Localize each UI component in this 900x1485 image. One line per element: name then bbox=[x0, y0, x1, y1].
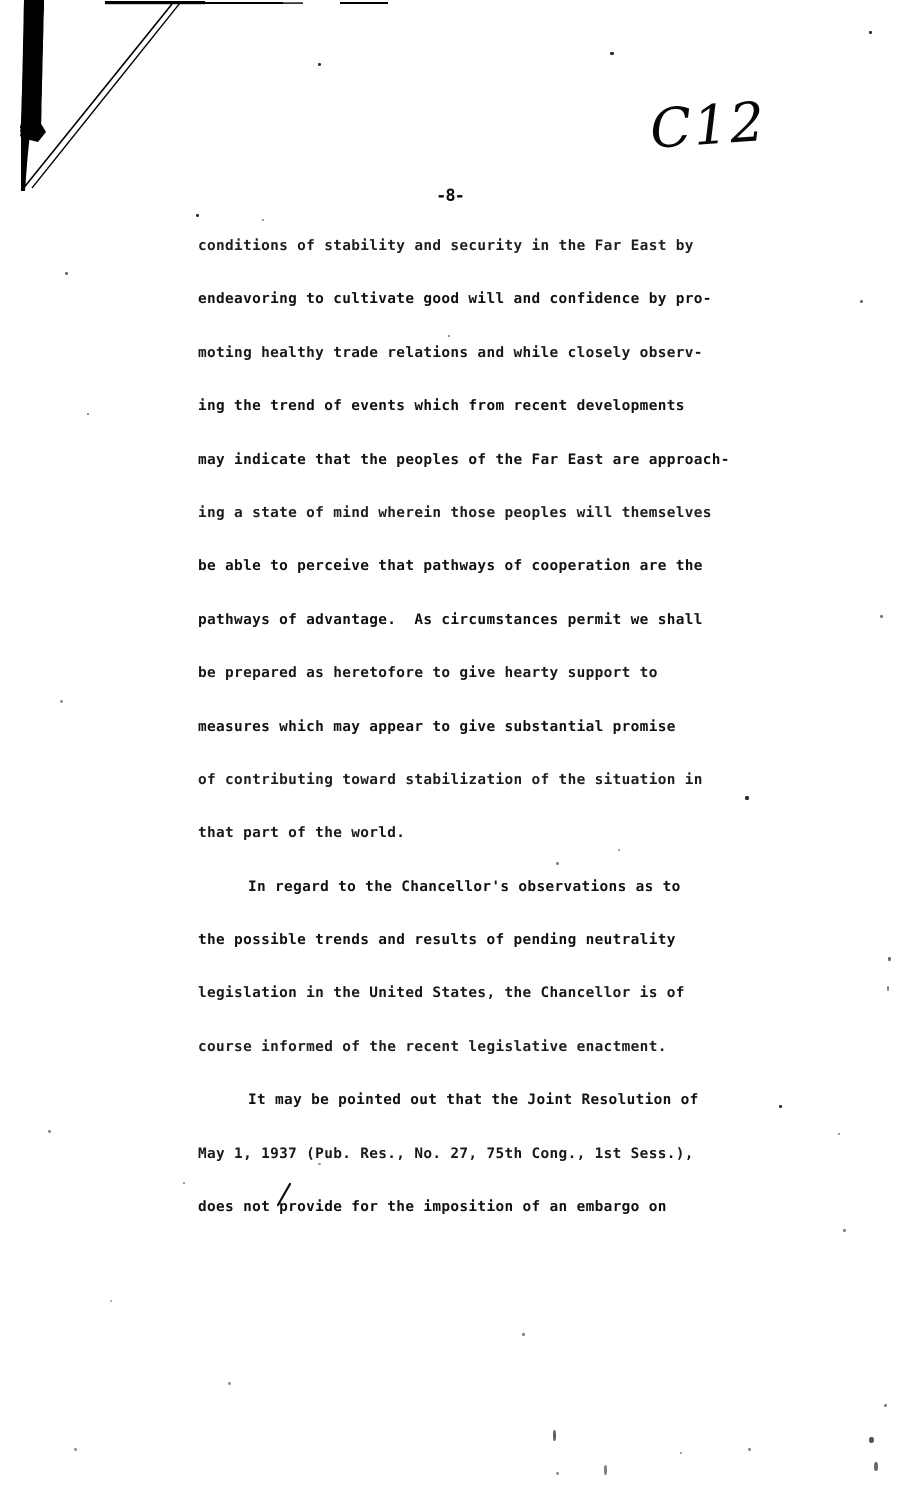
folded-corner-icon bbox=[0, 0, 340, 210]
scan-speck bbox=[869, 1437, 874, 1443]
text-line: pathways of advantage. As circumstances permit we shall bbox=[198, 611, 703, 628]
text-line: endeavoring to cultivate good will and confidence by pro- bbox=[198, 291, 712, 308]
page-number: -8- bbox=[436, 186, 464, 206]
scan-speck bbox=[74, 1448, 77, 1451]
archival-annotation: C12 bbox=[648, 89, 769, 161]
scan-speck bbox=[262, 219, 264, 221]
text-line: the possible trends and results of pending neutrality bbox=[198, 932, 676, 949]
scan-speck bbox=[604, 1465, 607, 1475]
scan-speck bbox=[60, 700, 63, 703]
scan-speck bbox=[874, 1462, 878, 1471]
scan-speck bbox=[553, 1430, 556, 1441]
text-line: legislation in the United States, the Chancellor is of bbox=[198, 985, 685, 1002]
scan-speck bbox=[610, 52, 614, 55]
document-body bbox=[198, 236, 858, 1250]
scan-speck bbox=[183, 1182, 185, 1184]
scan-speck bbox=[680, 1452, 682, 1454]
scan-speck bbox=[318, 63, 321, 66]
scan-speck bbox=[65, 272, 68, 275]
scan-speck bbox=[869, 31, 872, 34]
text-line: may indicate that the peoples of the Far East are approach- bbox=[198, 451, 730, 468]
scan-speck bbox=[228, 1382, 231, 1385]
scan-speck bbox=[748, 1448, 751, 1451]
scan-speck bbox=[860, 300, 863, 303]
text-line: ing the trend of events which from recent developments bbox=[198, 398, 685, 415]
text-line: moting healthy trade relations and while closely observ- bbox=[198, 344, 703, 361]
text-line: of contributing toward stabilization of the situation in bbox=[198, 771, 703, 788]
scan-speck bbox=[87, 413, 89, 415]
text-line: It may be pointed out that the Joint Resolution of bbox=[248, 1092, 699, 1109]
text-line: be prepared as heretofore to give hearty support to bbox=[198, 665, 658, 682]
folded-corner-artifact bbox=[0, 0, 340, 210]
scan-speck bbox=[884, 1404, 887, 1407]
scan-speck bbox=[522, 1333, 525, 1336]
text-line: measures which may appear to give substantial promise bbox=[198, 718, 676, 735]
text-line: May 1, 1937 (Pub. Res., No. 27, 75th Cong., 1st Sess.), bbox=[198, 1145, 694, 1162]
scan-speck bbox=[556, 1472, 559, 1475]
scan-speck bbox=[887, 986, 889, 991]
scan-speck bbox=[110, 1300, 112, 1302]
scan-speck bbox=[880, 615, 883, 618]
text-line: In regard to the Chancellor's observations as to bbox=[248, 878, 681, 895]
page-top-edge-line bbox=[340, 2, 388, 4]
text-line: be able to perceive that pathways of cooperation are the bbox=[198, 558, 703, 575]
text-line: does not provide for the imposition of an embargo on bbox=[198, 1199, 667, 1216]
text-line: course informed of the recent legislative enactment. bbox=[198, 1038, 667, 1055]
scan-speck bbox=[196, 214, 199, 217]
scan-speck bbox=[48, 1130, 51, 1133]
scan-speck bbox=[888, 957, 891, 961]
text-line: ing a state of mind wherein those peoples will themselves bbox=[198, 504, 712, 521]
text-line: conditions of stability and security in the Far East by bbox=[198, 238, 694, 254]
text-line: that part of the world. bbox=[198, 825, 406, 842]
